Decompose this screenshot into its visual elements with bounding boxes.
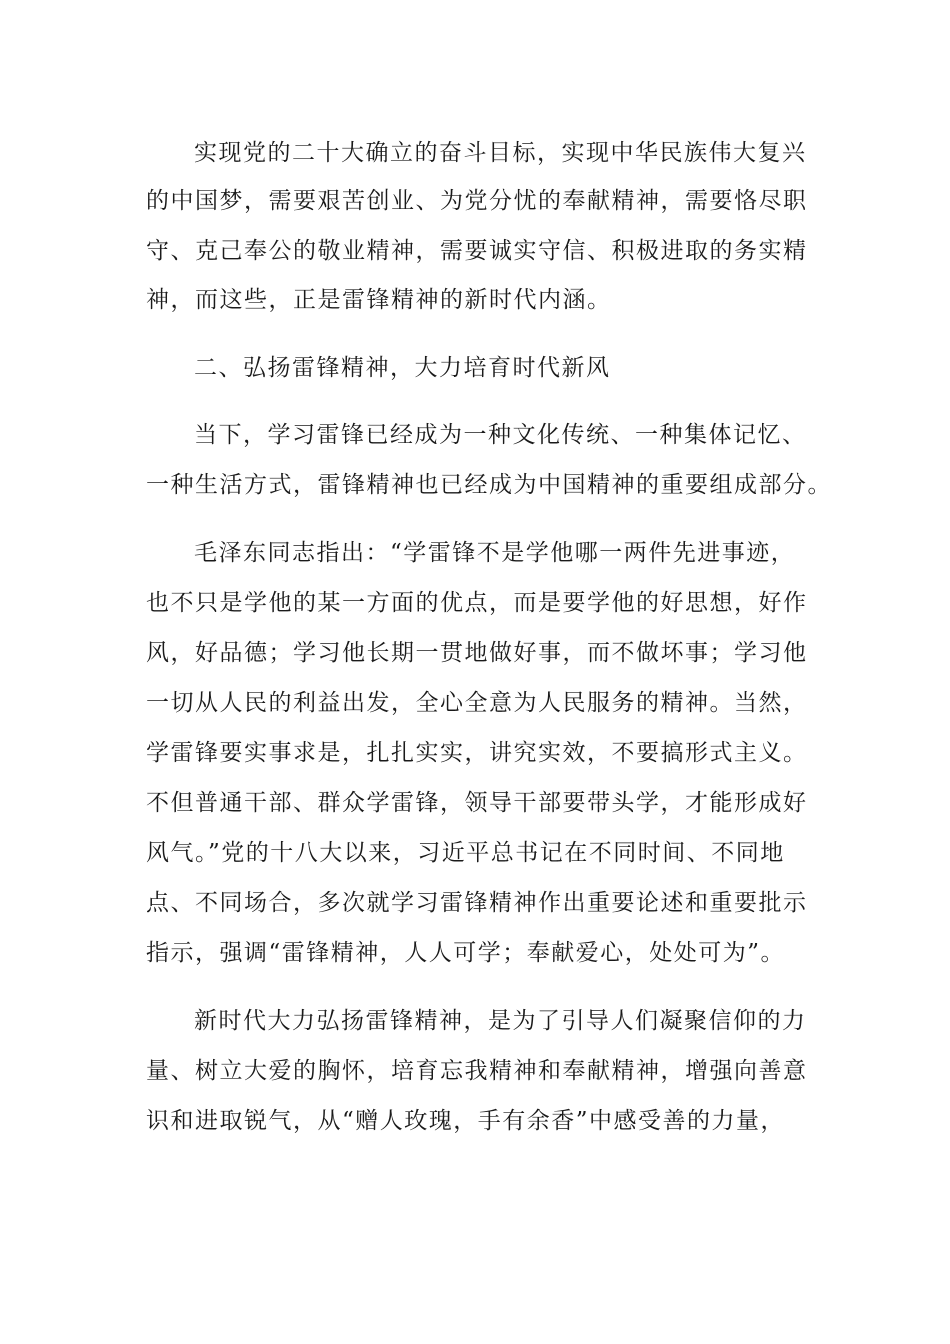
text-line: 守、克己奉公的敬业精神，需要诚实守信、积极进取的务实精 — [146, 238, 808, 264]
text-line: 一切从人民的利益出发，全心全意为人民服务的精神。当然， — [146, 690, 808, 716]
text-line: 的中国梦，需要艰苦创业、为党分忧的奉献精神，需要恪尽职 — [146, 188, 808, 214]
heading-line: 二、弘扬雷锋精神，大力培育时代新风 — [194, 355, 611, 381]
text-line: 也不只是学他的某一方面的优点，而是要学他的好思想，好作 — [146, 590, 808, 616]
text-line: 不但普通干部、群众学雷锋，领导干部要带头学，才能形成好 — [146, 790, 808, 816]
text-line: 点、不同场合，多次就学习雷锋精神作出重要论述和重要批示 — [146, 890, 808, 916]
text-line: 当下，学习雷锋已经成为一种文化传统、一种集体记忆、 — [194, 422, 807, 448]
text-line: 量、树立大爱的胸怀，培育忘我精神和奉献精神，增强向善意 — [146, 1058, 808, 1084]
text-line: 学雷锋要实事求是，扎扎实实，讲究实效，不要搞形式主义。 — [146, 740, 808, 766]
text-line: 实现党的二十大确立的奋斗目标，实现中华民族伟大复兴 — [194, 140, 807, 166]
text-line: 一种生活方式，雷锋精神也已经成为中国精神的重要组成部分。 — [146, 472, 832, 498]
text-line: 新时代大力弘扬雷锋精神，是为了引导人们凝聚信仰的力 — [194, 1008, 807, 1034]
text-line: 识和进取锐气，从“赠人玫瑰，手有余香”中感受善的力量， — [146, 1108, 786, 1134]
text-line: 毛泽东同志指出：“学雷锋不是学他哪一两件先进事迹， — [194, 540, 796, 566]
text-line: 风气。”党的十八大以来，习近平总书记在不同时间、不同地 — [146, 840, 785, 866]
text-line: 神，而这些，正是雷锋精神的新时代内涵。 — [146, 287, 612, 313]
text-line: 风，好品德；学习他长期一贯地做好事，而不做坏事；学习他 — [146, 640, 808, 666]
text-line: 指示，强调“雷锋精神，人人可学；奉献爱心，处处可为”。 — [146, 940, 786, 966]
